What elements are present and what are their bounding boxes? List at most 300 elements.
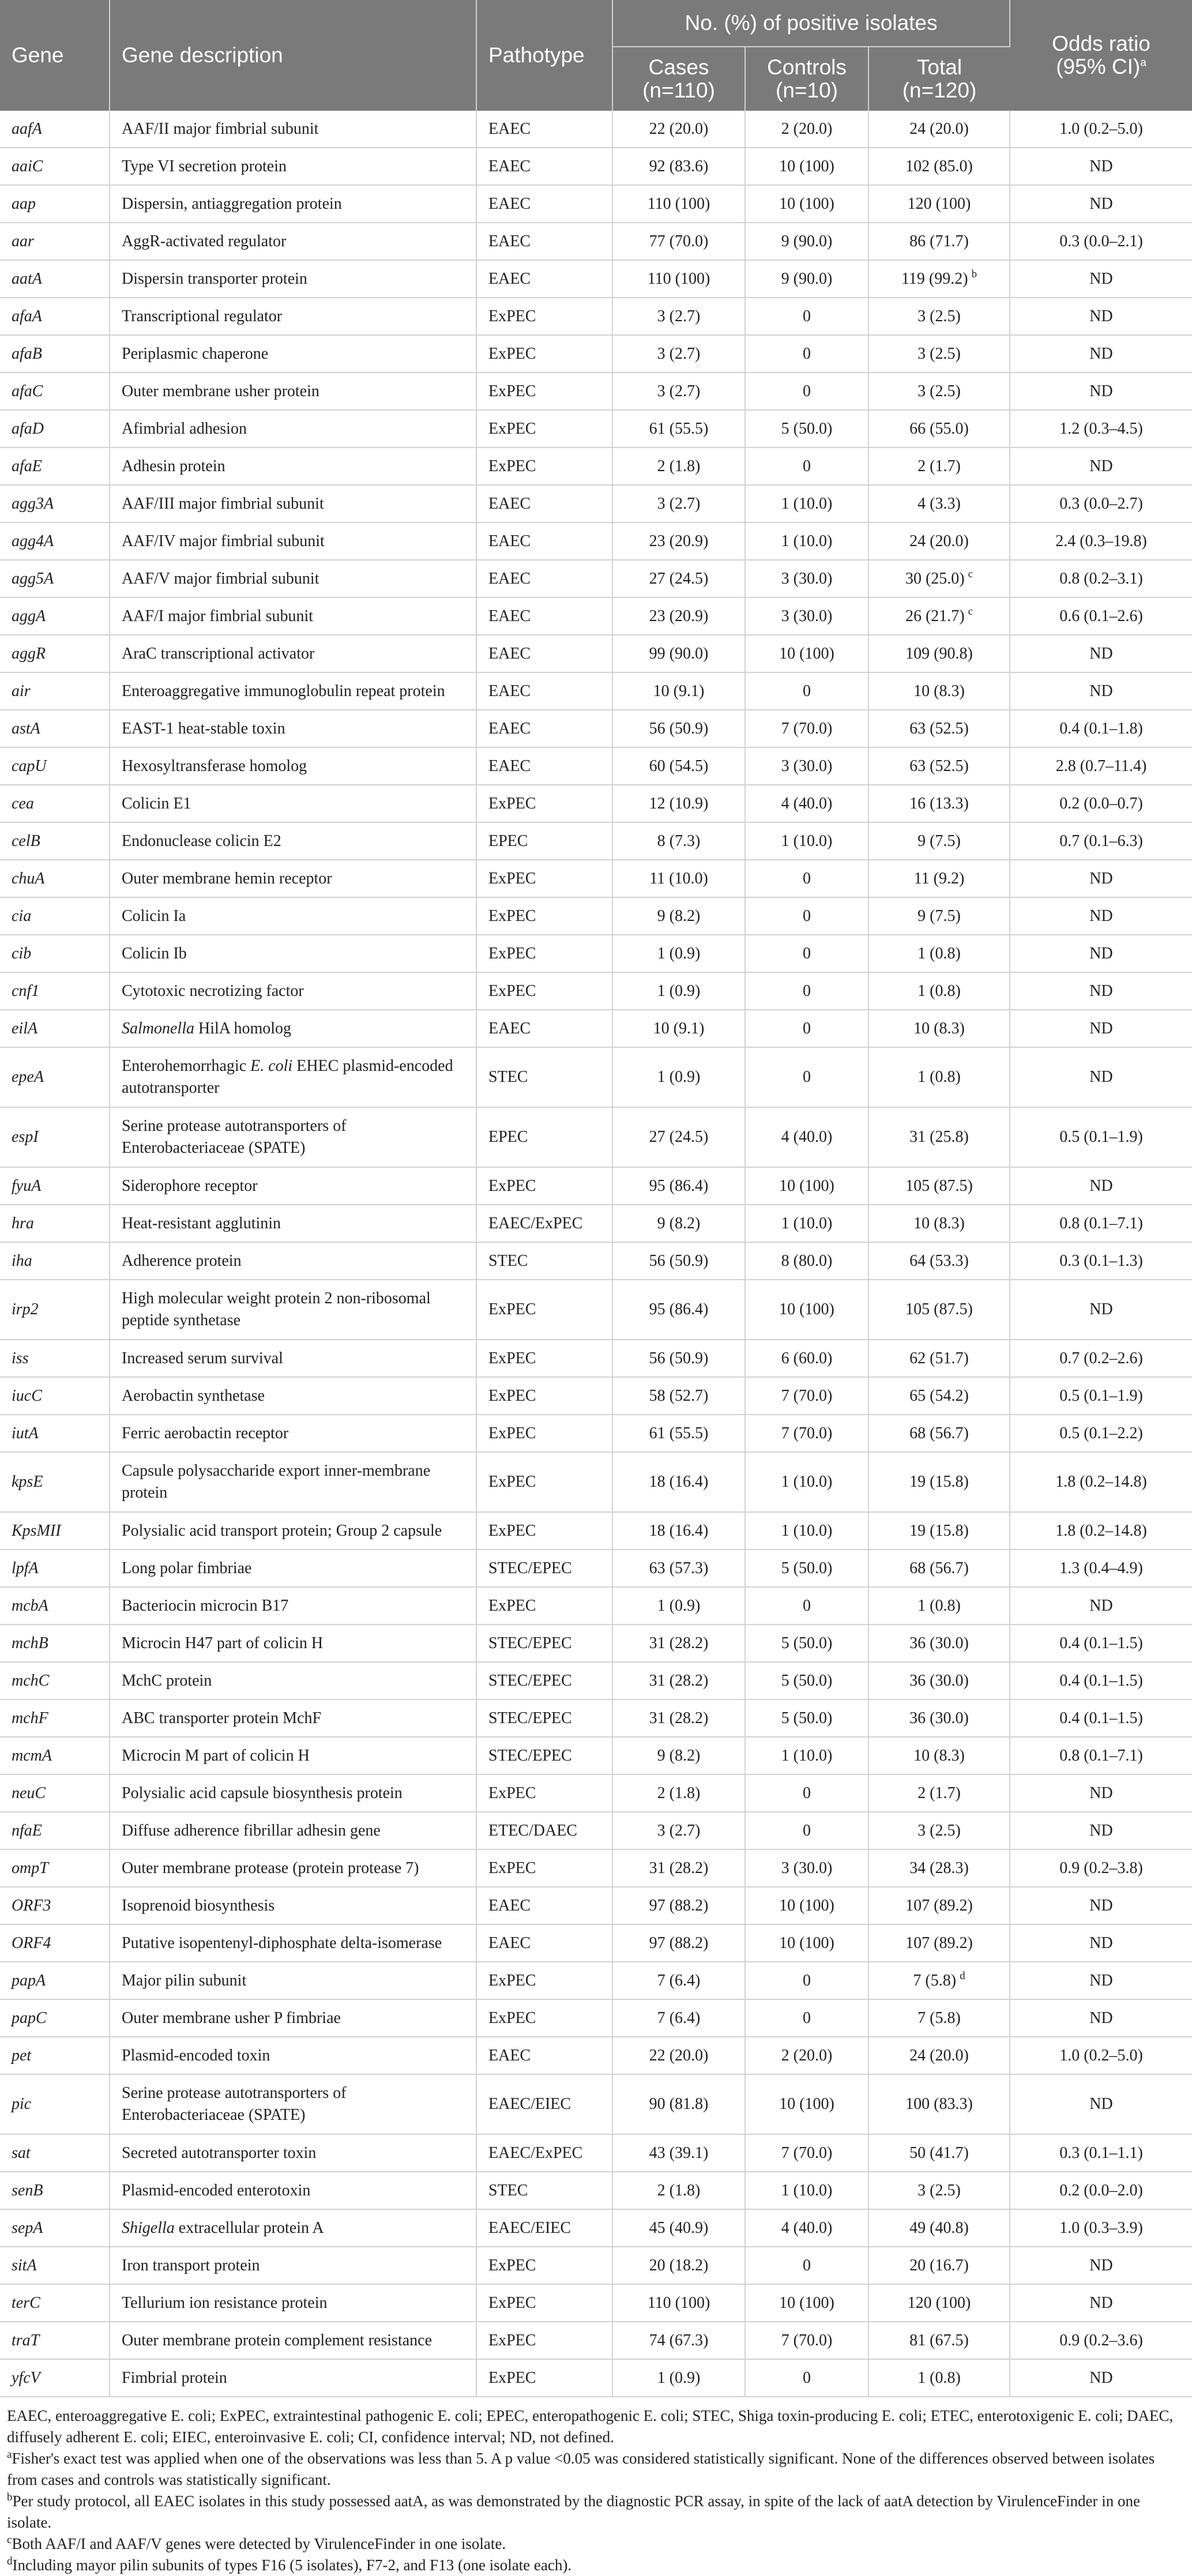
gene-cell: capU xyxy=(0,747,110,785)
cases-cell: 7 (6.4) xyxy=(612,1999,745,2037)
gene-cell: mchF xyxy=(0,1699,110,1737)
pathotype-cell: ExPEC xyxy=(476,1999,612,2037)
controls-cell: 9 (90.0) xyxy=(745,223,868,260)
total-footnote-mark: d xyxy=(960,1970,965,1983)
gene-cell: neuC xyxy=(0,1774,110,1812)
odds-ratio-cell: 0.3 (0.0–2.7) xyxy=(1010,485,1192,522)
pathotype-cell: ExPEC xyxy=(476,1415,612,1452)
odds-ratio-cell: ND xyxy=(1010,2074,1192,2134)
odds-ratio-cell: 0.4 (0.1–1.8) xyxy=(1010,710,1192,747)
cases-cell: 31 (28.2) xyxy=(612,1849,745,1887)
table-footnotes xyxy=(7,2405,1183,2576)
cases-cell: 27 (24.5) xyxy=(612,1107,745,1167)
description-cell: AggR-activated regulator xyxy=(110,223,476,260)
table-row xyxy=(0,710,1192,747)
footnote-b-text: Per study protocol, all EAEC isolates in this study possessed aatA, as was demonstrated by the diagnostic PCR assay, in spite of the lack of aatA detection by VirulenceFinder in one isolate. xyxy=(7,2492,1141,2531)
total-cell xyxy=(868,2172,1010,2209)
description-cell: Microcin H47 part of colicin H xyxy=(110,1624,476,1662)
odds-ratio-cell: ND xyxy=(1010,373,1192,410)
total-cell xyxy=(868,1340,1010,1377)
pathotype-cell: EAEC xyxy=(476,747,612,785)
total-value: 2 (1.7) xyxy=(917,457,961,475)
pathotype-cell: STEC/EPEC xyxy=(476,1550,612,1587)
odds-ratio-cell: ND xyxy=(1010,935,1192,972)
controls-cell: 2 (20.0) xyxy=(745,111,868,148)
table-row xyxy=(0,2037,1192,2074)
table-row xyxy=(0,1887,1192,1924)
odds-ratio-cell: ND xyxy=(1010,1047,1192,1107)
pathotype-cell: EAEC xyxy=(476,185,612,223)
total-cell xyxy=(868,111,1010,148)
gene-cell: ORF3 xyxy=(0,1887,110,1924)
description-cell: Increased serum survival xyxy=(110,1340,476,1377)
cases-cell: 11 (10.0) xyxy=(612,860,745,897)
gene-cell: cia xyxy=(0,897,110,935)
controls-cell: 0 xyxy=(745,1962,868,1999)
total-cell xyxy=(868,1280,1010,1340)
description-text: HilA homolog xyxy=(194,1019,292,1037)
table-row xyxy=(0,2209,1192,2247)
gene-cell: aafA xyxy=(0,111,110,148)
total-cell xyxy=(868,1452,1010,1512)
description-cell: Polysialic acid capsule biosynthesis protein xyxy=(110,1774,476,1812)
pathotype-cell: EAEC xyxy=(476,2037,612,2074)
table-row xyxy=(0,1205,1192,1242)
gene-cell: aatA xyxy=(0,260,110,298)
gene-cell: fyuA xyxy=(0,1167,110,1205)
cases-cell: 60 (54.5) xyxy=(612,747,745,785)
description-cell: Microcin M part of colicin H xyxy=(110,1737,476,1774)
description-cell: Isoprenoid biosynthesis xyxy=(110,1887,476,1924)
total-value: 19 (15.8) xyxy=(909,1521,969,1540)
pathotype-cell: STEC xyxy=(476,2172,612,2209)
controls-cell: 0 xyxy=(745,298,868,335)
pathotype-cell: EAEC/ExPEC xyxy=(476,1205,612,1242)
controls-cell: 4 (40.0) xyxy=(745,785,868,822)
description-cell: Long polar fimbriae xyxy=(110,1550,476,1587)
total-value: 10 (8.3) xyxy=(913,1019,965,1037)
total-value: 34 (28.3) xyxy=(909,1859,969,1877)
total-value: 120 (100) xyxy=(907,194,971,213)
odds-ratio-cell: ND xyxy=(1010,1010,1192,1047)
table-row xyxy=(0,1962,1192,1999)
total-cell xyxy=(868,1550,1010,1587)
total-cell xyxy=(868,1415,1010,1452)
controls-cell: 3 (30.0) xyxy=(745,560,868,597)
header-total-label: Total xyxy=(916,55,962,79)
total-footnote-mark: c xyxy=(968,568,973,581)
gene-cell: yfcV xyxy=(0,2359,110,2397)
controls-cell: 10 (100) xyxy=(745,2074,868,2134)
total-value: 19 (15.8) xyxy=(909,1473,969,1491)
footnote-a-mark: a xyxy=(7,2449,12,2461)
odds-ratio-cell: 2.4 (0.3–19.8) xyxy=(1010,522,1192,560)
total-value: 3 (2.5) xyxy=(917,2181,961,2199)
pathotype-cell: EAEC xyxy=(476,560,612,597)
cases-cell: 56 (50.9) xyxy=(612,1242,745,1280)
gene-cell: traT xyxy=(0,2322,110,2359)
description-cell: Plasmid-encoded toxin xyxy=(110,2037,476,2074)
total-value: 3 (2.5) xyxy=(917,344,961,363)
table-header xyxy=(0,0,1192,111)
description-cell: Heat-resistant agglutinin xyxy=(110,1205,476,1242)
description-cell: Putative isopentenyl-diphosphate delta-isomerase xyxy=(110,1924,476,1962)
description-cell: Adherence protein xyxy=(110,1242,476,1280)
total-cell xyxy=(868,1010,1010,1047)
cases-cell: 1 (0.9) xyxy=(612,1047,745,1107)
pathotype-cell: STEC/EPEC xyxy=(476,1699,612,1737)
total-cell xyxy=(868,148,1010,185)
gene-cell: terC xyxy=(0,2284,110,2322)
controls-cell: 0 xyxy=(745,1774,868,1812)
total-cell xyxy=(868,972,1010,1010)
description-cell: AAF/III major fimbrial subunit xyxy=(110,485,476,522)
pathotype-cell: STEC/EPEC xyxy=(476,1662,612,1699)
total-value: 3 (2.5) xyxy=(917,1821,961,1840)
controls-cell: 0 xyxy=(745,2247,868,2284)
total-cell xyxy=(868,335,1010,373)
header-controls xyxy=(745,47,868,111)
odds-ratio-cell: 0.4 (0.1–1.5) xyxy=(1010,1699,1192,1737)
pathotype-cell: ExPEC xyxy=(476,1774,612,1812)
gene-cell: irp2 xyxy=(0,1280,110,1340)
total-value: 1 (0.8) xyxy=(917,1068,961,1086)
odds-ratio-cell: 0.3 (0.1–1.1) xyxy=(1010,2134,1192,2172)
controls-cell: 1 (10.0) xyxy=(745,2172,868,2209)
table-row xyxy=(0,185,1192,223)
total-value: 68 (56.7) xyxy=(909,1424,969,1442)
table-row xyxy=(0,148,1192,185)
odds-ratio-cell: ND xyxy=(1010,260,1192,298)
gene-cell: nfaE xyxy=(0,1812,110,1849)
total-value: 49 (40.8) xyxy=(909,2218,969,2237)
description-cell: Outer membrane usher P fimbriae xyxy=(110,1999,476,2037)
description-cell: Transcriptional regulator xyxy=(110,298,476,335)
cases-cell: 3 (2.7) xyxy=(612,373,745,410)
gene-cell: epeA xyxy=(0,1047,110,1107)
cases-cell: 18 (16.4) xyxy=(612,1452,745,1512)
controls-cell: 3 (30.0) xyxy=(745,1849,868,1887)
cases-cell: 110 (100) xyxy=(612,185,745,223)
cases-cell: 110 (100) xyxy=(612,2284,745,2322)
pathotype-cell: ExPEC xyxy=(476,298,612,335)
cases-cell: 99 (90.0) xyxy=(612,635,745,672)
total-cell xyxy=(868,2322,1010,2359)
odds-ratio-cell: 0.9 (0.2–3.8) xyxy=(1010,1849,1192,1887)
total-cell xyxy=(868,2134,1010,2172)
description-cell: Enteroaggregative immunoglobulin repeat protein xyxy=(110,672,476,710)
footnote-d-text: Including mayor pilin subunits of types F16 (5 isolates), F7-2, and F13 (one isolate each). xyxy=(12,2556,572,2574)
footnote-a xyxy=(7,2448,1183,2491)
pathotype-cell: EAEC xyxy=(476,1924,612,1962)
cases-cell: 3 (2.7) xyxy=(612,1812,745,1849)
cases-cell: 12 (10.9) xyxy=(612,785,745,822)
gene-cell: cea xyxy=(0,785,110,822)
pathotype-cell: EAEC xyxy=(476,148,612,185)
odds-ratio-cell: ND xyxy=(1010,335,1192,373)
total-value: 30 (25.0) xyxy=(905,569,965,588)
gene-cell: mchB xyxy=(0,1624,110,1662)
pathotype-cell: EAEC xyxy=(476,710,612,747)
table-row xyxy=(0,1340,1192,1377)
gene-cell: iha xyxy=(0,1242,110,1280)
gene-cell: aaiC xyxy=(0,148,110,185)
cases-cell: 1 (0.9) xyxy=(612,972,745,1010)
controls-cell: 10 (100) xyxy=(745,635,868,672)
footnote-c-text: Both AAF/I and AAF/V genes were detected by VirulenceFinder in one isolate. xyxy=(12,2535,506,2552)
pathotype-cell: EAEC xyxy=(476,522,612,560)
cases-cell: 9 (8.2) xyxy=(612,1205,745,1242)
cases-cell: 9 (8.2) xyxy=(612,897,745,935)
cases-cell: 1 (0.9) xyxy=(612,1587,745,1624)
description-cell: Polysialic acid transport protein; Group 2 capsule xyxy=(110,1512,476,1550)
header-odds-label: Odds ratio xyxy=(1052,32,1150,55)
pathotype-cell: ExPEC xyxy=(476,1962,612,1999)
table-row xyxy=(0,2247,1192,2284)
total-value: 10 (8.3) xyxy=(913,682,965,700)
description-cell: Dispersin transporter protein xyxy=(110,260,476,298)
total-value: 7 (5.8) xyxy=(917,2009,961,2027)
table-row xyxy=(0,1512,1192,1550)
table-row xyxy=(0,1624,1192,1662)
table-row xyxy=(0,597,1192,635)
gene-cell: hra xyxy=(0,1205,110,1242)
pathotype-cell: EAEC xyxy=(476,485,612,522)
total-value: 107 (89.2) xyxy=(905,1896,973,1915)
controls-cell: 0 xyxy=(745,447,868,485)
controls-cell: 0 xyxy=(745,860,868,897)
gene-cell: ompT xyxy=(0,1849,110,1887)
odds-ratio-cell: ND xyxy=(1010,860,1192,897)
description-cell: Outer membrane usher protein xyxy=(110,373,476,410)
odds-ratio-cell: 0.4 (0.1–1.5) xyxy=(1010,1662,1192,1699)
cases-cell: 63 (57.3) xyxy=(612,1550,745,1587)
header-positive-isolates: No. (%) of positive isolates xyxy=(612,0,1010,47)
total-value: 62 (51.7) xyxy=(909,1349,969,1367)
cases-cell: 97 (88.2) xyxy=(612,1887,745,1924)
total-value: 36 (30.0) xyxy=(909,1634,969,1652)
pathotype-cell: ExPEC xyxy=(476,897,612,935)
table-row xyxy=(0,1699,1192,1737)
odds-ratio-cell: ND xyxy=(1010,672,1192,710)
controls-cell: 1 (10.0) xyxy=(745,1737,868,1774)
table-row xyxy=(0,1587,1192,1624)
total-cell xyxy=(868,522,1010,560)
total-cell xyxy=(868,672,1010,710)
gene-cell: agg5A xyxy=(0,560,110,597)
controls-cell: 7 (70.0) xyxy=(745,2134,868,2172)
odds-ratio-cell: ND xyxy=(1010,1887,1192,1924)
table-row xyxy=(0,1047,1192,1107)
total-value: 81 (67.5) xyxy=(909,2331,969,2349)
total-cell xyxy=(868,485,1010,522)
total-value: 1 (0.8) xyxy=(917,2368,961,2387)
gene-cell: sitA xyxy=(0,2247,110,2284)
total-cell xyxy=(868,373,1010,410)
odds-ratio-cell: ND xyxy=(1010,2359,1192,2397)
gene-cell: astA xyxy=(0,710,110,747)
pathotype-cell: EPEC xyxy=(476,1107,612,1167)
odds-ratio-cell: 0.6 (0.1–2.6) xyxy=(1010,597,1192,635)
odds-ratio-cell: 1.8 (0.2–14.8) xyxy=(1010,1512,1192,1550)
odds-ratio-cell: ND xyxy=(1010,1774,1192,1812)
cases-cell: 31 (28.2) xyxy=(612,1624,745,1662)
pathotype-cell: EAEC xyxy=(476,1887,612,1924)
pathotype-cell: EAEC xyxy=(476,635,612,672)
cases-cell: 90 (81.8) xyxy=(612,2074,745,2134)
odds-ratio-cell: ND xyxy=(1010,2284,1192,2322)
cases-cell: 74 (67.3) xyxy=(612,2322,745,2359)
cases-cell: 10 (9.1) xyxy=(612,1010,745,1047)
table-row xyxy=(0,1662,1192,1699)
pathotype-cell: STEC/EPEC xyxy=(476,1737,612,1774)
pathotype-cell: ETEC/DAEC xyxy=(476,1812,612,1849)
odds-ratio-cell: 0.9 (0.2–3.6) xyxy=(1010,2322,1192,2359)
pathotype-cell: ExPEC xyxy=(476,1167,612,1205)
controls-cell: 0 xyxy=(745,1999,868,2037)
table-row xyxy=(0,1924,1192,1962)
table-row xyxy=(0,1167,1192,1205)
gene-cell: lpfA xyxy=(0,1550,110,1587)
table-row xyxy=(0,1242,1192,1280)
pathotype-cell: EAEC xyxy=(476,223,612,260)
description-cell: Ferric aerobactin receptor xyxy=(110,1415,476,1452)
total-value: 36 (30.0) xyxy=(909,1709,969,1727)
gene-cell: eilA xyxy=(0,1010,110,1047)
table-row xyxy=(0,1377,1192,1415)
table-row xyxy=(0,2172,1192,2209)
table-row xyxy=(0,860,1192,897)
header-description: Gene description xyxy=(110,0,476,111)
odds-ratio-cell: ND xyxy=(1010,1962,1192,1999)
table-row xyxy=(0,1999,1192,2037)
controls-cell: 5 (50.0) xyxy=(745,1662,868,1699)
description-cell: Fimbrial protein xyxy=(110,2359,476,2397)
gene-cell: aggA xyxy=(0,597,110,635)
odds-ratio-cell: 0.5 (0.1–2.2) xyxy=(1010,1415,1192,1452)
cases-cell: 3 (2.7) xyxy=(612,335,745,373)
gene-cell: afaE xyxy=(0,447,110,485)
footnote-a-text: Fisher's exact test was applied when one of the observations was less than 5. A p value <0.05 was considered statistically significant. None of the differences observed between isolates from cases and controls was statistically significant. xyxy=(7,2450,1155,2488)
total-footnote-mark: b xyxy=(971,268,977,281)
cases-cell: 3 (2.7) xyxy=(612,298,745,335)
controls-cell: 0 xyxy=(745,972,868,1010)
controls-cell: 0 xyxy=(745,335,868,373)
gene-cell: espI xyxy=(0,1107,110,1167)
total-value: 1 (0.8) xyxy=(917,1596,961,1615)
table-row xyxy=(0,560,1192,597)
description-cell: Hexosyltransferase homolog xyxy=(110,747,476,785)
total-value: 64 (53.3) xyxy=(909,1251,969,1270)
pathotype-cell: ExPEC xyxy=(476,1280,612,1340)
total-value: 66 (55.0) xyxy=(909,419,969,438)
pathotype-cell: ExPEC xyxy=(476,1377,612,1415)
total-cell xyxy=(868,935,1010,972)
cases-cell: 61 (55.5) xyxy=(612,1415,745,1452)
header-odds-sup: a xyxy=(1140,57,1146,69)
total-value: 26 (21.7) xyxy=(905,607,965,625)
odds-ratio-cell: 2.8 (0.7–11.4) xyxy=(1010,747,1192,785)
odds-ratio-cell: ND xyxy=(1010,897,1192,935)
gene-cell: mcmA xyxy=(0,1737,110,1774)
total-cell xyxy=(868,1587,1010,1624)
description-cell: Siderophore receptor xyxy=(110,1167,476,1205)
header-controls-n: (n=10) xyxy=(776,78,838,102)
gene-cell: agg4A xyxy=(0,522,110,560)
total-value: 3 (2.5) xyxy=(917,382,961,400)
total-value: 105 (87.5) xyxy=(905,1300,973,1318)
cases-cell: 1 (0.9) xyxy=(612,935,745,972)
odds-ratio-cell: 0.7 (0.1–6.3) xyxy=(1010,822,1192,860)
total-cell xyxy=(868,1107,1010,1167)
description-text: extracellular protein A xyxy=(174,2218,324,2237)
description-italic: Shigella xyxy=(122,2218,175,2237)
cases-cell: 2 (1.8) xyxy=(612,1774,745,1812)
pathotype-cell: ExPEC xyxy=(476,972,612,1010)
description-cell: Serine protease autotransporters of Enterobacteriaceae (SPATE) xyxy=(110,1107,476,1167)
pathotype-cell: ExPEC xyxy=(476,785,612,822)
odds-ratio-cell: ND xyxy=(1010,2247,1192,2284)
total-value: 7 (5.8) xyxy=(913,1971,957,1990)
cases-cell: 23 (20.9) xyxy=(612,597,745,635)
gene-cell: air xyxy=(0,672,110,710)
total-value: 120 (100) xyxy=(907,2293,971,2312)
description-cell: Outer membrane hemin receptor xyxy=(110,860,476,897)
total-cell xyxy=(868,560,1010,597)
description-cell: Tellurium ion resistance protein xyxy=(110,2284,476,2322)
gene-cell: chuA xyxy=(0,860,110,897)
total-cell xyxy=(868,1242,1010,1280)
gene-cell: afaC xyxy=(0,373,110,410)
gene-cell: papA xyxy=(0,1962,110,1999)
controls-cell: 0 xyxy=(745,672,868,710)
total-value: 10 (8.3) xyxy=(913,1214,965,1232)
total-cell xyxy=(868,1887,1010,1924)
odds-ratio-cell: 0.2 (0.0–0.7) xyxy=(1010,785,1192,822)
total-cell xyxy=(868,1662,1010,1699)
total-value: 1 (0.8) xyxy=(917,981,961,1000)
odds-ratio-cell: ND xyxy=(1010,1587,1192,1624)
pathotype-cell: ExPEC xyxy=(476,1452,612,1512)
pathotype-cell: ExPEC xyxy=(476,410,612,447)
total-value: 24 (20.0) xyxy=(909,2046,969,2064)
description-cell: Endonuclease colicin E2 xyxy=(110,822,476,860)
gene-cell: papC xyxy=(0,1999,110,2037)
controls-cell: 1 (10.0) xyxy=(745,822,868,860)
description-cell xyxy=(110,2209,476,2247)
cases-cell: 45 (40.9) xyxy=(612,2209,745,2247)
controls-cell: 0 xyxy=(745,1047,868,1107)
total-value: 100 (83.3) xyxy=(905,2095,973,2113)
description-cell: Dispersin, antiaggregation protein xyxy=(110,185,476,223)
controls-cell: 10 (100) xyxy=(745,1167,868,1205)
pathotype-cell: STEC xyxy=(476,1047,612,1107)
gene-cell: celB xyxy=(0,822,110,860)
total-cell xyxy=(868,1624,1010,1662)
cases-cell: 18 (16.4) xyxy=(612,1512,745,1550)
controls-cell: 7 (70.0) xyxy=(745,1415,868,1452)
table-row xyxy=(0,2134,1192,2172)
table-row xyxy=(0,111,1192,148)
controls-cell: 0 xyxy=(745,2359,868,2397)
total-cell xyxy=(868,2074,1010,2134)
gene-cell: afaB xyxy=(0,335,110,373)
gene-cell: KpsMII xyxy=(0,1512,110,1550)
description-cell: Iron transport protein xyxy=(110,2247,476,2284)
gene-cell: senB xyxy=(0,2172,110,2209)
table-row xyxy=(0,1107,1192,1167)
total-cell xyxy=(868,710,1010,747)
